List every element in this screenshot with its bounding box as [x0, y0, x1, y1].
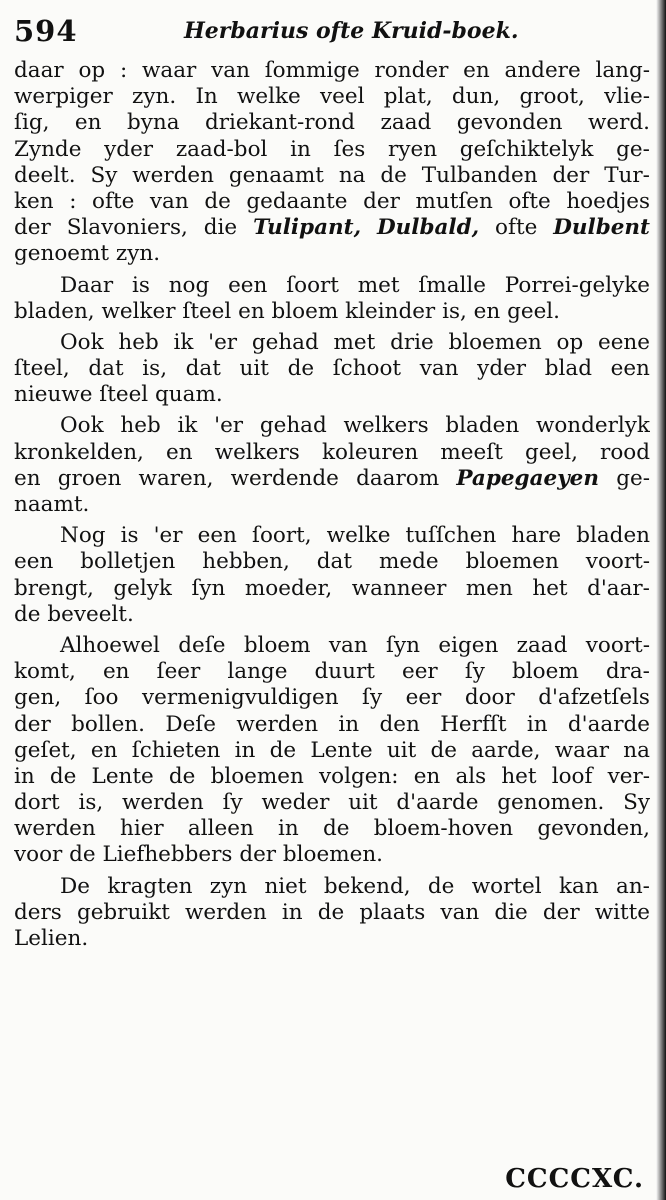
- text-line: De kragten zyn niet bekend, de wortel kan an-: [60, 873, 650, 899]
- text-line: genoemt zyn.: [14, 241, 161, 267]
- text-line: werden hier alleen in de bloem-hoven gevonden,: [14, 816, 650, 842]
- text-line: een bolletjen hebben, dat mede bloemen voort-: [14, 549, 650, 575]
- paragraph: [14, 874, 650, 953]
- page-header: [14, 14, 654, 54]
- page-number: 594: [14, 14, 78, 48]
- text-line: Daar is nog een ſoort met ſmalle Porrei-gelyke: [60, 272, 650, 298]
- text-line: Ook heb ik 'er gehad met drie bloemen op eene: [60, 329, 650, 355]
- signature-mark: CCCCXC.: [505, 1164, 644, 1194]
- page-edge-shadow: [656, 0, 666, 1200]
- text-line: in de Lente de bloemen volgen: en als het loof ver-: [14, 763, 650, 789]
- text-line: ſig, en byna driekant-rond zaad gevonden werd.: [14, 110, 650, 136]
- text-line: en groen waren, werdende daarom Papegaeyen ge-: [14, 465, 650, 491]
- text-line: brengt, gelyk ſyn moeder, wanneer men het d'aar-: [14, 575, 650, 601]
- text-line: naamt.: [14, 492, 90, 517]
- running-title: Herbarius ofte Kruid-boek.: [184, 18, 519, 44]
- paragraph: [14, 273, 650, 325]
- text-line: geſet, en ſchieten in de Lente uit de aarde, waar na: [14, 737, 650, 763]
- text-line: bladen, welker ſteel en bloem kleinder is, en geel.: [14, 298, 560, 324]
- paragraph: [14, 58, 650, 268]
- paragraph: [14, 523, 650, 628]
- text-line: nieuwe ſteel quam.: [14, 382, 223, 408]
- text-line: kronkelden, en welkers koleuren meeſt geel, rood: [14, 439, 650, 465]
- text-line: Ook heb ik 'er gehad welkers bladen wonderlyk: [60, 413, 650, 439]
- text-line: daar op : waar van ſommige ronder en andere lang-: [14, 58, 650, 83]
- text-line: voor de Liefhebbers der bloemen.: [14, 842, 384, 868]
- paragraph: [14, 633, 650, 869]
- text-line: dort is, werden ſy weder uit d'aarde genomen. Sy: [14, 790, 650, 816]
- text-line: komt, en ſeer lange duurt eer ſy bloem dra-: [14, 659, 650, 685]
- text-line: ders gebruikt werden in de plaats van die der witte: [14, 899, 650, 925]
- text-line: gen, ſoo vermenigvuldigen ſy eer door d'afzetſels: [14, 685, 650, 711]
- paragraph: [14, 413, 650, 518]
- text-line: ſteel, dat is, dat uit de ſchoot van yder blad een: [14, 356, 650, 382]
- text-line: deelt. Sy werden genaamt na de Tulbanden der Tur-: [14, 162, 650, 188]
- text-line: Alhoewel deſe bloem van ſyn eigen zaad voort-: [60, 632, 650, 658]
- body-text: [14, 58, 650, 952]
- text-line: de beveelt.: [14, 601, 134, 627]
- text-line: Lelien.: [14, 926, 89, 951]
- text-line: der bollen. Deſe werden in den Herfſt in d'aarde: [14, 711, 650, 737]
- text-line: Zynde yder zaad-bol in ſes ryen geſchiktelyk ge-: [14, 136, 650, 162]
- text-line: ken : ofte van de gedaante der mutſen ofte hoedjes: [14, 188, 650, 214]
- text-line: der Slavoniers, die Tulipant, Dulbald, ofte Dulbent: [14, 215, 650, 241]
- paragraph: [14, 330, 650, 409]
- text-line: Nog is 'er een ſoort, welke tuſſchen hare bladen: [60, 523, 650, 549]
- text-line: werpiger zyn. In welke veel plat, dun, groot, vlie-: [14, 84, 650, 110]
